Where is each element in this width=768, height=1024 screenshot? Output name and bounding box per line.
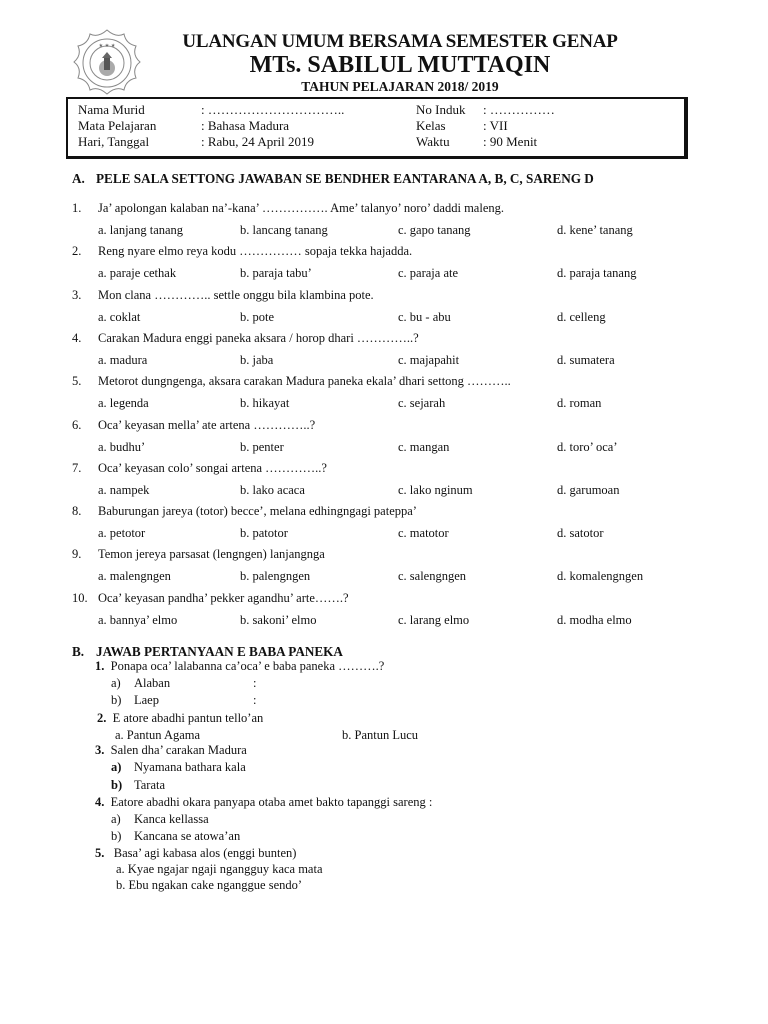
answer-option-b[interactable]: b. lako acaca xyxy=(240,483,305,497)
answer-blank[interactable]: : xyxy=(253,676,257,690)
question-number: 4. xyxy=(95,795,105,809)
answer-option-b[interactable]: b. hikayat xyxy=(240,396,290,410)
info-label: Hari, Tanggal xyxy=(78,134,150,149)
question-number: 1. xyxy=(72,201,82,215)
answer-option-d[interactable]: d. toro’ oca’ xyxy=(557,440,618,454)
answer-option-d[interactable]: d. paraja tanang xyxy=(557,266,637,280)
question-number: 7. xyxy=(72,461,82,475)
answer-option-b[interactable]: b. sakoni’ elmo xyxy=(240,613,317,627)
exam-title: ULANGAN UMUM BERSAMA SEMESTER GENAP xyxy=(182,31,618,52)
question-number: 10. xyxy=(72,591,88,605)
question-text: Oca’ keyasan pandha’ pekker agandhu’ arte…….? xyxy=(98,591,349,605)
info-value: : Bahasa Madura xyxy=(201,118,290,133)
answer-option-c[interactable]: c. paraja ate xyxy=(398,266,459,280)
answer-option-d[interactable]: d. celleng xyxy=(557,310,606,324)
info-label: Nama Murid xyxy=(78,102,145,117)
subitem-label: b) xyxy=(111,693,122,707)
answer-option-a[interactable]: a. bannya’ elmo xyxy=(98,613,178,627)
section-letter: A. xyxy=(72,171,85,186)
subitem-label: a) xyxy=(111,812,121,826)
essay-subitem xyxy=(111,812,209,827)
answer-option-a[interactable]: a. lanjang tanang xyxy=(98,223,184,237)
essay-subitem xyxy=(111,693,257,708)
section-title: PELE SALA SETTONG JAWABAN SE BENDHER EANTARANA A, B, C, SARENG D xyxy=(96,171,594,186)
info-value: : Rabu, 24 April 2019 xyxy=(201,134,315,149)
essay-option-b: b. Pantun Lucu xyxy=(342,728,419,742)
no-induk-field[interactable]: : …………… xyxy=(483,102,555,117)
subitem-label: b) xyxy=(111,778,123,792)
answer-option-b[interactable]: b. palengngen xyxy=(240,569,311,583)
question-number: 8. xyxy=(72,504,82,518)
answer-option-a[interactable]: a. madura xyxy=(98,353,148,367)
answer-option-d[interactable]: d. roman xyxy=(557,396,602,410)
question-text: Temon jereya parsasat (lengngen) lanjangnga xyxy=(98,547,325,561)
question-number: 3. xyxy=(95,743,105,757)
question-number: 1. xyxy=(95,659,105,673)
question-text: Basa’ agi kabasa alos (enggi bunten) xyxy=(113,846,297,860)
answer-option-c[interactable]: c. majapahit xyxy=(398,353,460,367)
question-number: 4. xyxy=(72,331,82,345)
question-text: Carakan Madura enggi paneka aksara / horop dhari …………..? xyxy=(98,331,419,345)
subitem-label: b) xyxy=(111,829,122,843)
question-text: Baburungan jareya (totor) becce’, melana edhingngagi pateppa’ xyxy=(98,504,417,518)
essay-subitem xyxy=(111,760,246,775)
essay-subitem xyxy=(111,676,257,691)
student-info-box xyxy=(66,97,688,159)
answer-option-c[interactable]: c. salengngen xyxy=(398,569,467,583)
answer-blank[interactable]: : xyxy=(253,693,257,707)
answer-option-c[interactable]: c. bu - abu xyxy=(398,310,451,324)
question-text: Ponapa oca’ lalabanna ca’oca’ e baba paneka ……….? xyxy=(110,659,385,673)
answer-option-a[interactable]: a. nampek xyxy=(98,483,150,497)
answer-option-b[interactable]: b. penter xyxy=(240,440,284,454)
answer-option-c[interactable]: c. gapo tanang xyxy=(398,223,471,237)
answer-option-d[interactable]: d. satotor xyxy=(557,526,604,540)
answer-option-b[interactable]: b. lancang tanang xyxy=(240,223,328,237)
question-text: Reng nyare elmo reya kodu …………… sopaja tekka hajadda. xyxy=(98,244,413,258)
essay-question-1 xyxy=(95,659,384,674)
section-title: JAWAB PERTANYAAN E BABA PANEKA xyxy=(96,644,343,659)
essay-question-3 xyxy=(95,743,247,758)
answer-option-a[interactable]: a. legenda xyxy=(98,396,149,410)
answer-option-c[interactable]: c. larang elmo xyxy=(398,613,470,627)
nama-murid-field[interactable]: : ………………………….. xyxy=(201,102,345,117)
essay-subitem xyxy=(111,778,166,793)
svg-text:★ ★ ★: ★ ★ ★ xyxy=(98,43,116,49)
answer-option-a[interactable]: a. coklat xyxy=(98,310,141,324)
question-number: 6. xyxy=(72,418,82,432)
info-label: Kelas xyxy=(416,118,446,133)
question-text: Oca’ keyasan mella’ ate artena …………..? xyxy=(98,418,316,432)
answer-option-a[interactable]: a. paraje cethak xyxy=(98,266,177,280)
question-text: Salen dha’ carakan Madura xyxy=(110,743,247,757)
info-label: Mata Pelajaran xyxy=(78,118,157,133)
question-number: 3. xyxy=(72,288,82,302)
answer-option-b[interactable]: b. paraja tabu’ xyxy=(240,266,312,280)
question-number: 5. xyxy=(72,374,82,388)
answer-option-d[interactable]: d. kene’ tanang xyxy=(557,223,633,237)
info-label: No Induk xyxy=(416,102,466,117)
question-text: Mon clana ………….. settle onggu bila klambina pote. xyxy=(98,288,374,302)
answer-option-b[interactable]: b. pote xyxy=(240,310,275,324)
essay-option-a: a. Pantun Agama xyxy=(115,728,201,742)
essay-question-4 xyxy=(95,795,432,810)
school-name: MTs. SABILUL MUTTAQIN xyxy=(249,52,551,78)
answer-option-a[interactable]: a. budhu’ xyxy=(98,440,146,454)
answer-option-a[interactable]: a. malengngen xyxy=(98,569,171,583)
essay-subitem xyxy=(111,829,241,844)
answer-option-d[interactable]: d. garumoan xyxy=(557,483,620,497)
question-number: 5. xyxy=(95,846,105,860)
answer-option-c[interactable]: c. matotor xyxy=(398,526,449,540)
question-text: Oca’ keyasan colo’ songai artena …………..? xyxy=(98,461,327,475)
subitem-text: Kancana se atowa’an xyxy=(134,829,241,843)
info-value: : VII xyxy=(483,118,508,133)
question-number: 2. xyxy=(97,711,107,725)
question-text: Eatore abadhi okara panyapa otaba amet bakto tapanggi sareng : xyxy=(110,795,433,809)
question-text: E atore abadhi pantun tello’an xyxy=(112,711,264,725)
subitem-label: a) xyxy=(111,676,121,690)
academic-year: TAHUN PELAJARAN 2018/ 2019 xyxy=(301,79,499,94)
question-number: 9. xyxy=(72,547,82,561)
info-label: Waktu xyxy=(416,134,450,149)
subitem-text: Nyamana bathara kala xyxy=(134,760,246,774)
answer-option-a[interactable]: a. petotor xyxy=(98,526,146,540)
question-text: Metorot dungngenga, aksara carakan Madura paneka ekala’ dhari settong ……….. xyxy=(98,374,511,388)
answer-option-b[interactable]: b. jaba xyxy=(240,353,274,367)
answer-option-c[interactable]: c. lako nginum xyxy=(398,483,473,497)
answer-option-d[interactable]: d. sumatera xyxy=(557,353,615,367)
essay-option-b: b. Ebu ngakan cake nganggue sendo’ xyxy=(116,878,303,892)
subitem-text: Alaban xyxy=(134,676,171,690)
answer-option-d[interactable]: d. modha elmo xyxy=(557,613,632,627)
answer-option-c[interactable]: c. sejarah xyxy=(398,396,446,410)
question-text: Ja’ apolongan kalaban na’-kana’ ……………. Ame’ talanyo’ noro’ daddi maleng. xyxy=(98,201,504,215)
subitem-label: a) xyxy=(111,760,122,774)
subitem-text: Tarata xyxy=(134,778,166,792)
question-number: 2. xyxy=(72,244,82,258)
answer-option-d[interactable]: d. komalengngen xyxy=(557,569,644,583)
section-letter: B. xyxy=(72,644,85,659)
subitem-text: Laep xyxy=(134,693,159,707)
essay-option-a: a. Kyae ngajar ngaji ngangguy kaca mata xyxy=(116,862,323,876)
info-value: : 90 Menit xyxy=(483,134,538,149)
subitem-text: Kanca kellassa xyxy=(134,812,209,826)
essay-question-5 xyxy=(95,846,296,861)
answer-option-b[interactable]: b. patotor xyxy=(240,526,288,540)
essay-question-2 xyxy=(97,711,263,726)
answer-option-c[interactable]: c. mangan xyxy=(398,440,450,454)
